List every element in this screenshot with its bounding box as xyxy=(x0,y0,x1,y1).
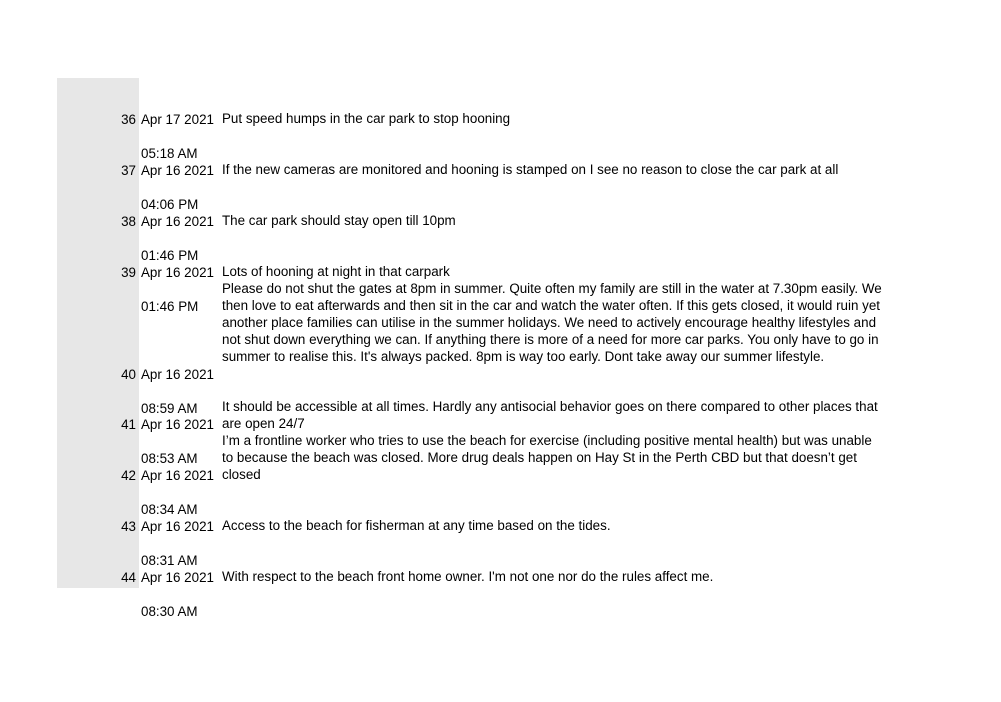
row-time: 05:18 AM xyxy=(141,146,198,161)
row-comment: If the new cameras are monitored and hooning is stamped on I see no reason to close the car park at all xyxy=(222,162,839,177)
row-number: 36 xyxy=(121,112,136,127)
row-date: Apr 16 2021 xyxy=(141,265,214,280)
row-date: Apr 16 2021 xyxy=(141,163,214,178)
row-date: Apr 16 2021 xyxy=(141,570,214,585)
row-date: Apr 17 2021 xyxy=(141,112,214,127)
row-time: 08:31 AM xyxy=(141,553,198,568)
table-row xyxy=(57,433,887,517)
row-number: 37 xyxy=(121,163,136,178)
row-number: 39 xyxy=(121,265,136,280)
row-comment: With respect to the beach front home owner. I'm not one nor do the rules affect me. xyxy=(222,569,714,584)
table-row xyxy=(57,94,887,161)
table-row xyxy=(57,145,887,212)
row-time: 08:34 AM xyxy=(141,502,198,517)
row-comment: Access to the beach for fisherman at any time based on the tides. xyxy=(222,518,611,533)
table-row xyxy=(57,552,887,619)
row-timestamp xyxy=(141,552,221,637)
row-time: 01:46 PM xyxy=(141,299,199,314)
row-time: 01:46 PM xyxy=(141,248,199,263)
row-date: Apr 16 2021 xyxy=(141,519,214,534)
row-number: 43 xyxy=(121,519,136,534)
row-comment: Please do not shut the gates at 8pm in summer. Quite often my family are still in the water at 7.30pm easily. We then love to eat afterwards and then sit in the car and watch the water often. If this gets closed, it would ruin yet another place families can utilise in the summer holidays. We need to actively encourage healthy lifestyles and not shut down everything we can. If anything there is more of a need for more car parks. You only have to go in summer to realise this. It's always packed. 8pm is way too early. Dont take away our summer lifestyle. xyxy=(222,281,882,364)
row-time: 04:06 PM xyxy=(141,197,199,212)
row-date: Apr 16 2021 xyxy=(141,417,214,432)
row-number: 44 xyxy=(121,570,136,585)
row-comment: Lots of hooning at night in that carpark xyxy=(222,264,450,279)
row-time: 08:53 AM xyxy=(141,451,198,466)
row-time: 08:30 AM xyxy=(141,604,198,619)
row-date: Apr 16 2021 xyxy=(141,367,214,382)
row-date: Apr 16 2021 xyxy=(141,214,214,229)
row-number: 41 xyxy=(121,417,136,432)
table-row xyxy=(57,196,887,263)
row-number: 40 xyxy=(121,367,136,382)
row-number: 38 xyxy=(121,214,136,229)
row-comment: Put speed humps in the car park to stop hooning xyxy=(222,111,511,126)
table-row xyxy=(57,501,887,568)
row-number: 42 xyxy=(121,468,136,483)
row-time: 08:59 AM xyxy=(141,401,198,416)
table-row xyxy=(57,247,887,314)
row-comment: I’m a frontline worker who tries to use the beach for exercise (including positive mental health) but was unable to because the beach was closed. More drug deals happen on Hay St in the Perth CBD but that doesn’t get closed xyxy=(222,433,872,482)
row-comment: The car park should stay open till 10pm xyxy=(222,213,456,228)
row-date: Apr 16 2021 xyxy=(141,468,214,483)
row-comment: It should be accessible at all times. Hardly any antisocial behavior goes on there compared to other places that are open 24/7 xyxy=(222,399,878,431)
